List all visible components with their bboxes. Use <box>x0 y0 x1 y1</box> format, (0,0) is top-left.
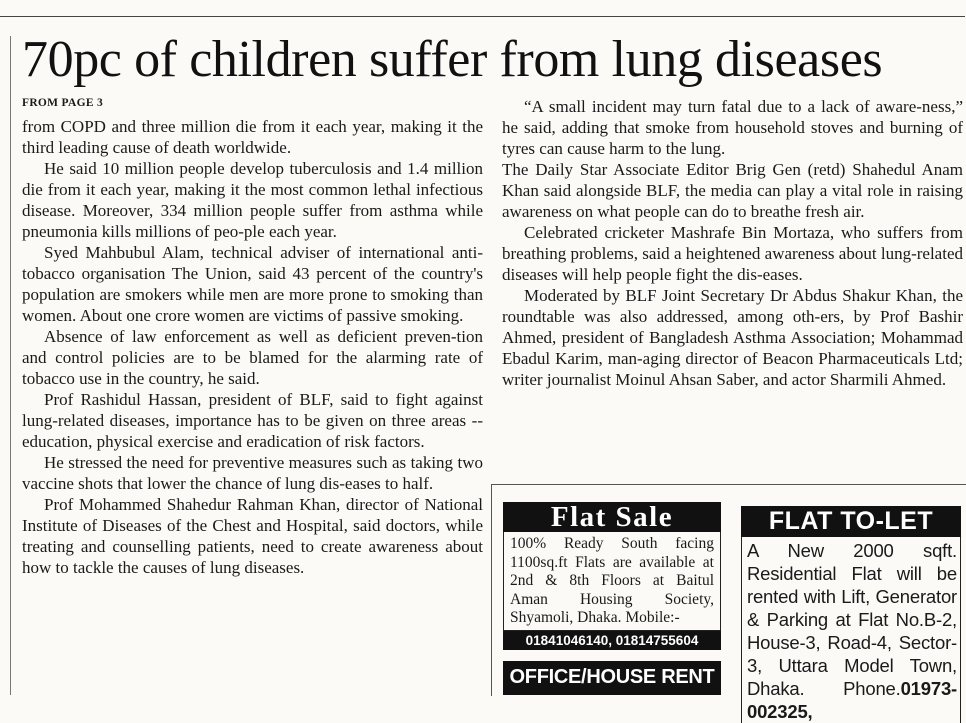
office-rent-ad <box>503 661 721 695</box>
ad-body-text: A New 2000 sqft. Residential Flat will be rented with Lift, Generator & Parking at Flat No.B-2, House-3, Road-4, Sector-3, Uttara Model Town, Dhaka. <box>747 540 957 699</box>
paragraph: Celebrated cricketer Mashrafe Bin Mortaza, who suffers from breathing problems, said a heightened awareness about lung-related diseases will help people fight the dis-eases. <box>502 223 963 284</box>
paragraph: The Daily Star Associate Editor Brig Gen (retd) Shahedul Anam Khan said alongside BLF, the media can play a vital role in raising awareness on what people can do to breathe fresh air. <box>502 160 963 221</box>
top-rule <box>0 16 965 17</box>
ad-body: 100% Ready South facing 1100sq.ft Flats are available at 2nd & 8th Floors at Baitul Aman Housing Society, Shyamoli, Dhaka. Mobile:- <box>503 532 721 631</box>
paragraph: Prof Mohammed Shahedur Rahman Khan, director of National Institute of Diseases of the Chest and Hospital, said doctors, while treating and counselling patients, need to create awareness about how to tackle the causes of lung diseases. <box>22 495 483 577</box>
article-column-1 <box>22 116 483 578</box>
paragraph: Syed Mahbubul Alam, technical adviser of international anti-tobacco organisation The Union, said 43 percent of the country's population are smokers while men are more prone to smoking than women. About one crore women are victims of passive smoking. <box>22 243 483 325</box>
paragraph: from COPD and three million die from it each year, making it the third leading cause of death worldwide. <box>22 117 483 157</box>
ad-title: OFFICE/HOUSE RENT <box>509 666 715 688</box>
jump-line: FROM PAGE 3 <box>22 97 104 109</box>
column-rule <box>10 36 11 695</box>
flat-sale-ad <box>503 502 721 650</box>
ad-phone-label: Phone. <box>843 678 901 699</box>
article-column-2 <box>502 96 963 390</box>
ad-phone-numbers: 01841046140, 01814755604 <box>503 631 721 650</box>
paragraph: Prof Rashidul Hassan, president of BLF, said to fight against lung-related diseases, importance has to be given on three areas -- education, physical exercise and eradication of risk factors. <box>22 390 483 451</box>
ad-body <box>741 537 961 723</box>
paragraph: He stressed the need for preventive measures such as taking two vaccine shots that lower the chance of lung dis-eases to half. <box>22 453 483 493</box>
paragraph: Moderated by BLF Joint Secretary Dr Abdus Shakur Khan, the roundtable was also addressed, among oth-ers, by Prof Bashir Ahmed, president of Bangladesh Asthma Association; Mohammad Ebadul Karim, man-aging director of Beacon Pharmaceuticals Ltd; writer journalist Moinul Ahsan Saber, and actor Sharmili Ahmed. <box>502 286 963 389</box>
paragraph: He said 10 million people develop tuberculosis and 1.4 million die from it each year, making it the most common lethal infectious disease. Moreover, 334 million people suffer from asthma while pneumonia kills millions of peo-ple each year. <box>22 159 483 241</box>
ad-title: Flat Sale <box>503 502 721 532</box>
flat-to-let-ad <box>741 506 961 722</box>
ad-phone-number: 01973-002325, <box>747 678 957 722</box>
paragraph: “A small incident may turn fatal due to a lack of aware-ness,” he said, adding that smoke from household stoves and burning of tyres can cause harm to the lung. <box>502 97 963 158</box>
headline: 70pc of children suffer from lung diseases <box>22 31 883 88</box>
ad-title: FLAT TO-LET <box>741 506 961 537</box>
paragraph: Absence of law enforcement as well as deficient preven-tion and control policies are to be blamed for the alarming rate of tobacco use in the country, he said. <box>22 327 483 388</box>
